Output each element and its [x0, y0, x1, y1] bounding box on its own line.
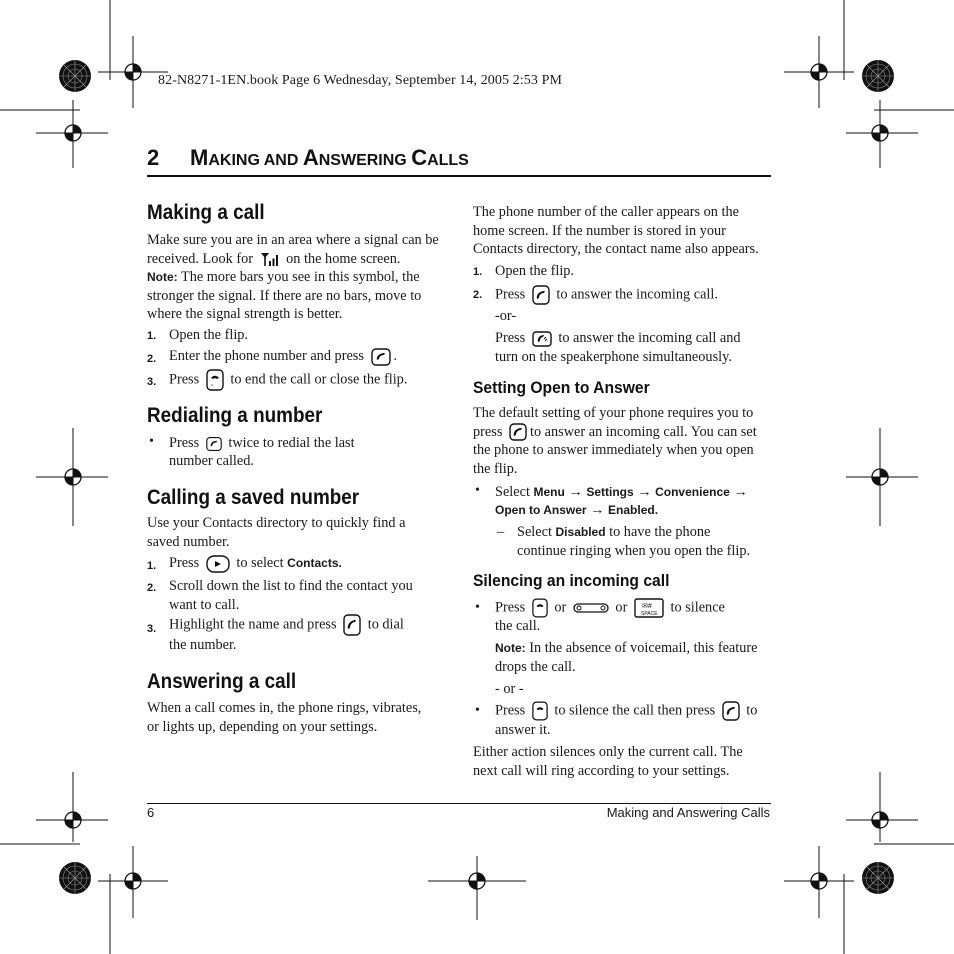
- silencing-bullet-1: Press or or ✉# SPACE to silence: [495, 599, 725, 617]
- menu-item-enabled[interactable]: Enabled.: [608, 503, 659, 517]
- making-step-3: Press ᵒ to end the call or close the flip.: [169, 369, 407, 391]
- speaker-key-icon: [532, 331, 552, 347]
- talk-key-icon: [371, 348, 391, 366]
- end-key-icon: [206, 369, 224, 391]
- page-number: 6: [147, 805, 155, 820]
- saved-step-1: Press to select Contacts.: [169, 555, 342, 571]
- setting-text: The default setting of your phone requires you to press to answer an incoming call. You can set the phone to answer immediately when you open the flip.: [473, 405, 757, 477]
- footer-chapter-title: Making and Answering Calls: [606, 805, 770, 820]
- chapter-title: MAKING AND ANSWERING CALLS: [190, 145, 469, 170]
- answer-step-2: Press to answer the incoming call.: [495, 285, 718, 305]
- setting-menu-path: Select Menu → Settings → Convenience →: [495, 484, 748, 500]
- talk-key-icon: [509, 423, 527, 441]
- heading-calling-a-saved-number: Calling a saved number: [147, 486, 360, 509]
- svg-text:ᵒ: ᵒ: [210, 383, 213, 389]
- option-disabled[interactable]: Disabled: [555, 525, 606, 539]
- signal-strength-icon: [260, 252, 280, 266]
- end-key-icon: [532, 598, 548, 618]
- caller-info-text: The phone number of the caller appears on the home screen. If the number is stored in your Contacts directory, the contact name also appears.: [473, 204, 759, 257]
- talk-key-icon: [343, 614, 361, 636]
- right-softkey-icon: [206, 555, 230, 573]
- saved-step-2: Scroll down the list to find the contact you want to call.: [169, 578, 413, 613]
- print-header: 82-N8271-1EN.book Page 6 Wednesday, September 14, 2005 2:53 PM: [158, 73, 563, 88]
- side-key-icon: [573, 603, 609, 613]
- menu-item-menu[interactable]: Menu: [533, 485, 565, 499]
- making-intro: Make sure you are in an area where a signal can be received. Look for on the home screen. Note: The more bars you see in this symbol, the stronger the signal. If there are no bars, move to where the signal strength is better.: [147, 232, 439, 322]
- registration-star-tr: [862, 60, 894, 92]
- heading-redialing-a-number: Redialing a number: [147, 404, 323, 427]
- silencing-note: Note: In the absence of voicemail, this feature: [495, 640, 758, 656]
- silencing-closing-text: Either action silences only the current call. The next call will ring according to your settings.: [473, 744, 743, 779]
- answering-text: When a call comes in, the phone rings, vibrates, or lights up, depending on your settings.: [147, 700, 422, 735]
- making-step-2: Enter the phone number and press .: [169, 348, 398, 364]
- space-key-icon: [634, 598, 664, 618]
- chapter-number: 2: [147, 145, 160, 170]
- heading-answering-a-call: Answering a call: [147, 670, 297, 693]
- registration-star-tl: [59, 60, 91, 92]
- chapter-rule: [147, 175, 771, 177]
- answer-step-1: Open the flip.: [495, 263, 575, 279]
- setting-disabled-sub: Select Disabled to have the phone: [517, 524, 711, 540]
- menu-item-open-to-answer[interactable]: Open to Answer: [495, 503, 587, 517]
- silencing-bullet-2: Press to silence the call then press to: [495, 701, 757, 721]
- registration-star-bl: [59, 862, 91, 894]
- svg-text:✉#: ✉#: [641, 603, 652, 610]
- menu-item-settings[interactable]: Settings: [586, 485, 634, 499]
- svg-text:SPACE: SPACE: [640, 611, 658, 617]
- making-step-1: Open the flip.: [169, 327, 249, 343]
- redial-bullet: Press twice to redial the last: [169, 435, 355, 451]
- heading-making-a-call: Making a call: [147, 201, 265, 224]
- end-key-icon: [532, 701, 548, 721]
- talk-key-icon: [532, 285, 550, 305]
- heading-silencing-an-incoming-call: Silencing an incoming call: [473, 571, 670, 590]
- menu-item-convenience[interactable]: Convenience: [655, 485, 730, 499]
- saved-intro: Use your Contacts directory to quickly find a saved number.: [147, 515, 406, 550]
- saved-step-3: Highlight the name and press to dial: [169, 614, 404, 636]
- footer-rule: [147, 803, 771, 804]
- answer-step-2-alt: Press to answer the incoming call and: [495, 330, 741, 346]
- talk-key-icon: [206, 436, 222, 452]
- registration-star-br: [862, 862, 894, 894]
- talk-key-icon: [722, 701, 740, 721]
- heading-setting-open-to-answer: Setting Open to Answer: [473, 378, 650, 397]
